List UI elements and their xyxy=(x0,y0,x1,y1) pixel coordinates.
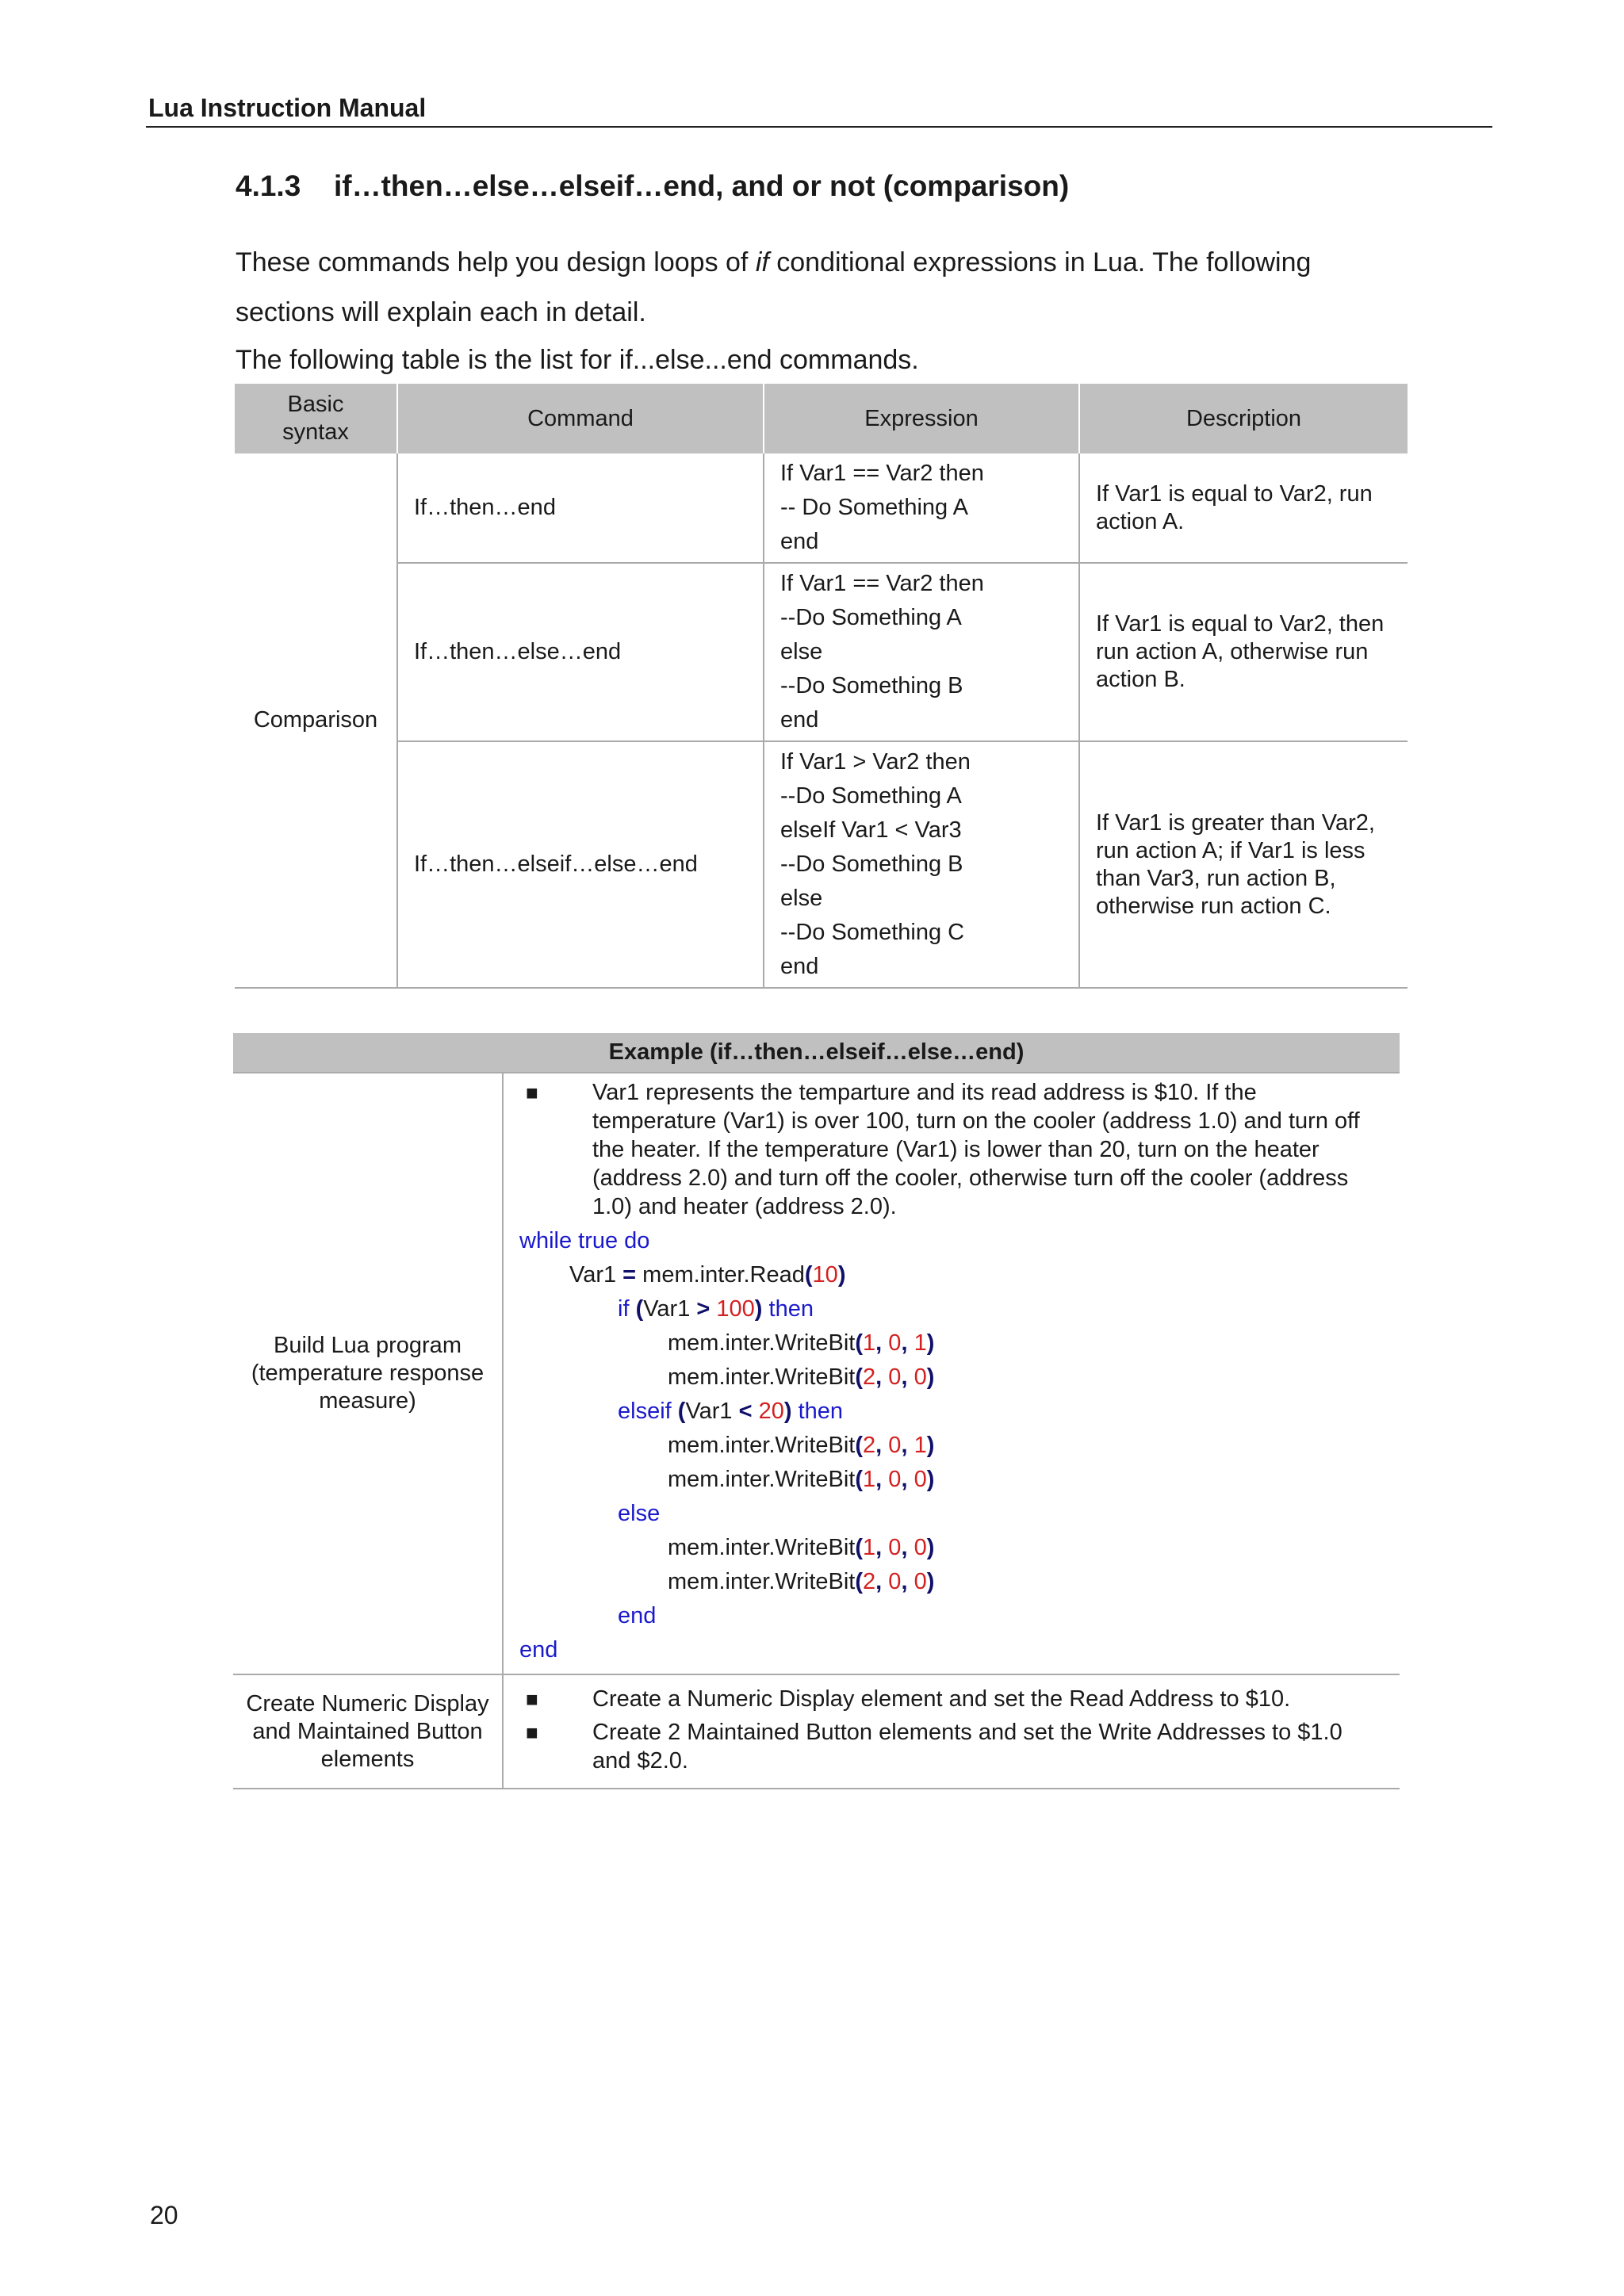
header-rule xyxy=(146,126,1492,128)
list-item xyxy=(519,1685,1384,1713)
table-header-row xyxy=(235,384,1408,453)
expression-line: else xyxy=(780,886,823,911)
code-line: mem.inter.WriteBit(2, 0, 0) xyxy=(668,1364,935,1390)
expression-cell xyxy=(764,741,1079,988)
description-cell: If Var1 is equal to Var2, then run action A, otherwise run action B. xyxy=(1079,563,1408,741)
intro-text: These commands help you design loops of xyxy=(236,247,756,277)
expression-line: If Var1 == Var2 then xyxy=(780,461,984,486)
example-table xyxy=(233,1033,1400,1789)
expression-line: end xyxy=(780,707,819,733)
table-row xyxy=(233,1073,1400,1674)
running-header: Lua Instruction Manual xyxy=(148,94,427,122)
expression-line: --Do Something B xyxy=(780,851,963,877)
basic-syntax-cell: Comparison xyxy=(235,453,397,988)
expression-cell xyxy=(764,563,1079,741)
expression-line: If Var1 == Var2 then xyxy=(780,571,984,596)
code-line: Var1 = mem.inter.Read(10) xyxy=(569,1262,846,1288)
code-line: end xyxy=(519,1637,558,1663)
table-row xyxy=(233,1674,1400,1789)
list-item xyxy=(519,1718,1384,1775)
code-line: mem.inter.WriteBit(2, 0, 0) xyxy=(668,1569,935,1594)
description-cell: If Var1 is greater than Var2, run action A; if Var1 is less than Var3, run action B, otherwise run action C. xyxy=(1079,741,1408,988)
code-line: mem.inter.WriteBit(2, 0, 1) xyxy=(668,1433,935,1458)
intro-paragraph xyxy=(236,238,1409,338)
row-label: Build Lua program (temperature response measure) xyxy=(233,1073,503,1674)
expression-line: --Do Something A xyxy=(780,605,962,630)
header-description: Description xyxy=(1079,384,1408,453)
code-line: end xyxy=(618,1603,657,1628)
bullet-text: Create 2 Maintained Button elements and set the Write Addresses to $1.0 and $2.0. xyxy=(592,1720,1342,1774)
code-line: else xyxy=(618,1501,661,1526)
bullet-icon: ■ xyxy=(526,1081,538,1104)
expression-line: If Var1 > Var2 then xyxy=(780,749,971,775)
code-line: mem.inter.WriteBit(1, 0, 1) xyxy=(668,1330,935,1356)
table-row xyxy=(235,563,1408,741)
bullet-icon: ■ xyxy=(526,1687,538,1711)
bullet-text: Var1 represents the temparture and its read address is $10. If the temperature (Var1) is over 100, turn on the cooler (address 1.0) and turn off the heater. If the temperature (Var1) is lower than 20, turn on the heater (address 2.0) and turn off the cooler, otherwise turn off the cooler (address 1.0) and heater (address 2.0). xyxy=(592,1080,1360,1219)
example-header: Example (if…then…elseif…else…end) xyxy=(233,1033,1400,1073)
code-line: if (Var1 > 100) then xyxy=(618,1296,814,1322)
expression-line: --Do Something B xyxy=(780,673,963,698)
commands-table xyxy=(235,384,1408,989)
table-intro: The following table is the list for if...else...end commands. xyxy=(236,345,919,375)
code-line: mem.inter.WriteBit(1, 0, 0) xyxy=(668,1535,935,1560)
expression-line: end xyxy=(780,954,819,979)
expression-line: --Do Something A xyxy=(780,783,962,809)
expression-cell xyxy=(764,453,1079,563)
intro-italic: if xyxy=(755,247,769,277)
header-command: Command xyxy=(397,384,764,453)
expression-line: elseIf Var1 < Var3 xyxy=(780,817,962,843)
bullets-cell xyxy=(503,1674,1400,1789)
command-cell: If…then…else…end xyxy=(397,563,764,741)
header-basic-syntax: Basic syntax xyxy=(235,384,397,453)
program-cell xyxy=(503,1073,1400,1674)
section-number: 4.1.3 xyxy=(236,170,301,202)
expression-line: else xyxy=(780,639,823,664)
command-cell: If…then…elseif…else…end xyxy=(397,741,764,988)
expression-line: end xyxy=(780,529,819,554)
intro-text-cont: conditional expressions in Lua. The following sections will explain each in detail. xyxy=(236,247,1312,327)
description-cell: If Var1 is equal to Var2, run action A. xyxy=(1079,453,1408,563)
expression-line: --Do Something C xyxy=(780,920,965,945)
command-cell: If…then…end xyxy=(397,453,764,563)
code-line: elseif (Var1 < 20) then xyxy=(618,1399,844,1424)
code-block xyxy=(519,1224,1384,1667)
section-heading xyxy=(236,170,1069,203)
table-row xyxy=(235,741,1408,988)
bullet-icon: ■ xyxy=(526,1720,538,1744)
row-label: Create Numeric Display and Maintained Button elements xyxy=(233,1674,503,1789)
page-number: 20 xyxy=(150,2201,178,2229)
list-item xyxy=(519,1078,1384,1221)
code-line: mem.inter.WriteBit(1, 0, 0) xyxy=(668,1467,935,1492)
section-title: if…then…else…elseif…end, and or not (comparison) xyxy=(334,170,1070,202)
example-header-row xyxy=(233,1033,1400,1073)
expression-line: -- Do Something A xyxy=(780,495,968,520)
bullet-text: Create a Numeric Display element and set the Read Address to $10. xyxy=(592,1686,1291,1712)
code-line: while true do xyxy=(519,1228,650,1253)
table-row xyxy=(235,453,1408,563)
header-expression: Expression xyxy=(764,384,1079,453)
